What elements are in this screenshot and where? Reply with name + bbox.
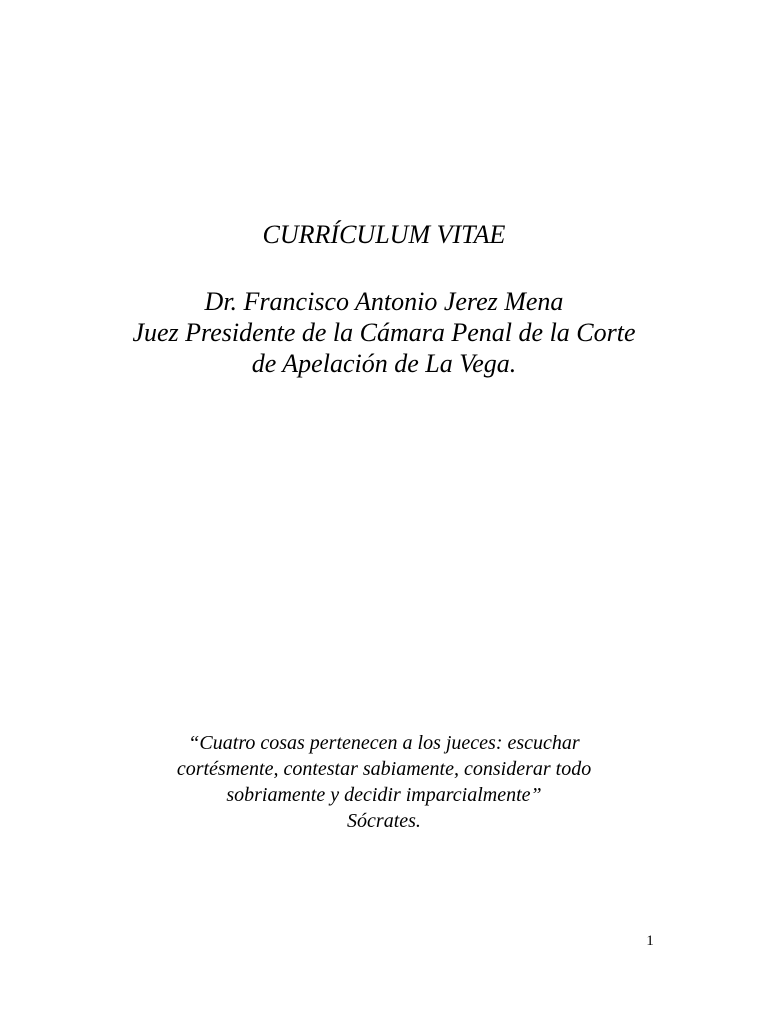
quote-author: Sócrates. [347,810,421,832]
epigraph-quote [0,730,768,834]
quote-line-3: sobriamente y decidir imparcialmente” [226,784,542,806]
author-heading [0,286,768,379]
author-position-line-2: de Apelación de La Vega. [251,349,517,378]
author-position-line-1: Juez Presidente de la Cámara Penal de la Corte [132,318,636,347]
page-number: 1 [646,933,654,949]
document-title: CURRÍCULUM VITAE [262,220,506,249]
quote-line-2: cortésmente, contestar sabiamente, considerar todo [176,758,592,780]
author-name: Dr. Francisco Antonio Jerez Mena [204,287,564,316]
quote-line-1: “Cuatro cosas pertenecen a los jueces: escuchar [188,732,580,754]
